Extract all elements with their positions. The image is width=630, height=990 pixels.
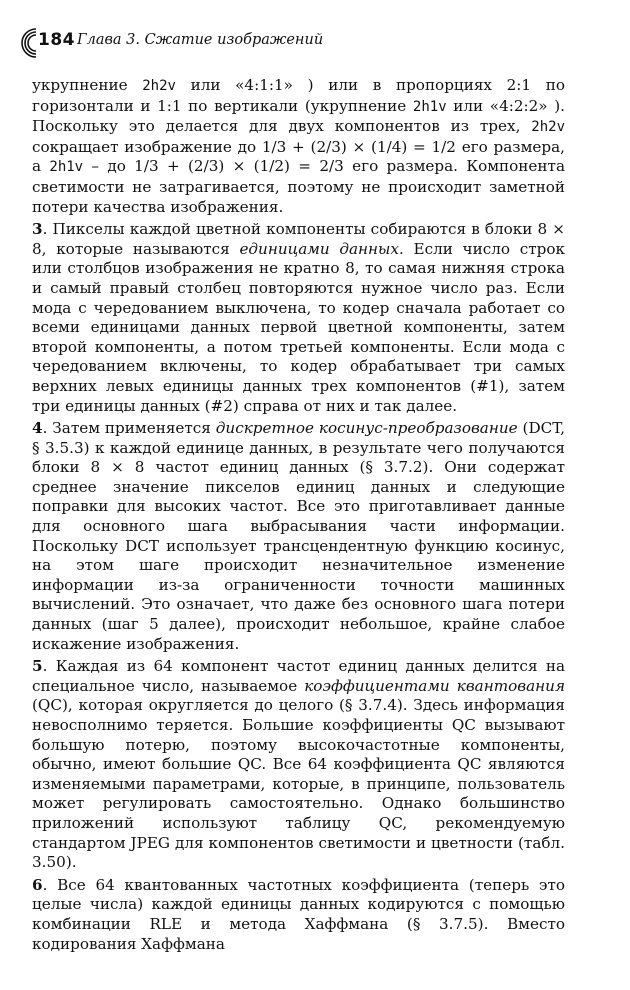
text-run: или «4:2:2» ). Поскольку это делается для двух компонентов из трех, — [32, 96, 565, 136]
text-run: Если число строк или столбцов изображения не кратно 8, то самая нижняя строка и самый правый столбец повторяются нужное число раз. Если мода с чередованием выключена, то кодер сначала работает со всеми единицами данных первой цветной компоненты, затем второй компоненты, а потом третьей компоненты. Если мода с чередованием включены, то кодер обрабатывает три самых верхних левых единицы данных трех компонентов (#1), затем три единицы данных (#2) справа от них и так далее. — [32, 239, 565, 415]
body-text — [32, 76, 565, 954]
paragraph — [32, 657, 565, 873]
text-run: (DCT, § 3.5.3) к каждой единице данных, в результате чего получаются блоки 8 × 8 частот единиц данных (§ 3.7.2). Они содержат среднее значение пикселов единиц данных и следующие поправки для высоких частот. Все это приготавливает данные для основного шага выбрасывания части информации. Поскольку DCT использует трансцендентную функцию косинус, на этом шаге происходит незначительное изменение информации из-за ограниченности точности машинных вычислений. Это означает, что даже без основного шага потери данных (шаг 5 далее), происходит небольшое, крайне слабое искажение изображения. — [32, 419, 565, 653]
step-number: 5 — [32, 657, 43, 676]
text-run: сокращает изображение до 1/3 + (2/3) × (1/4) = 1/2 его размера, а — [32, 137, 565, 176]
text-run: . Каждая из 64 компонент частот единиц данных делится на специальное число, называемое — [32, 657, 565, 695]
italic-term: единицами данных. — [239, 239, 404, 258]
code-term: 2h1v — [49, 159, 84, 176]
paragraph — [32, 76, 565, 217]
italic-term: дискретное косинус-преобразование — [215, 419, 518, 438]
paragraph — [32, 419, 565, 654]
paragraph — [32, 876, 565, 954]
text-run: укрупнение — [32, 76, 143, 94]
page-number: 184 — [38, 30, 75, 50]
code-term: 2h2v — [531, 119, 565, 136]
chapter-title: Глава 3. Сжатие изображений — [77, 32, 324, 48]
text-run: . Пикселы каждой цветной компоненты собираются в блоки 8 × 8, которые называются — [32, 220, 565, 258]
text-run: или «4:1:1» ) или в пропорциях 2:1 по горизонтали и 1:1 по вертикали (укрупнение — [32, 76, 565, 115]
text-run: – до 1/3 + (2/3) × (1/2) = 2/3 его размера. Компонента светимости не затрагивается, поэтому не происходит заметной потери качества изображения. — [32, 157, 565, 216]
text-run: (QC), которая округляется до целого (§ 3.7.4). Здесь информация невосполнимо теряется. Большие коэффициенты QC вызывают большую потерю, поэтому высокочастотные компоненты, обычно, имеют большие QC. Все 64 коэффициента QC являются изменяемыми параметрами, которые, в принципе, пользователь может регулировать самостоятельно. Однако большинство приложений используют таблицу QC, рекомендуемую стандартом JPEG для компонентов светимости и цветности (табл. 3.50). — [32, 696, 565, 872]
paragraph — [32, 220, 565, 416]
step-number: 3 — [32, 220, 43, 239]
text-run: . Все 64 квантованных частотных коэффициента (теперь это целые числа) каждой единицы данных кодируются с помощью комбинации RLE и метода Хаффмана (§ 3.7.5). Вместо кодирования Хаффмана — [32, 875, 565, 953]
text-run: . Затем применяется — [42, 419, 216, 438]
running-header — [14, 24, 614, 60]
step-number: 6 — [32, 875, 43, 894]
code-term: 2h2v — [142, 78, 176, 94]
italic-term: коэффициентами квантования — [304, 676, 565, 695]
step-number: 4 — [32, 419, 43, 438]
code-term: 2h1v — [412, 98, 447, 115]
